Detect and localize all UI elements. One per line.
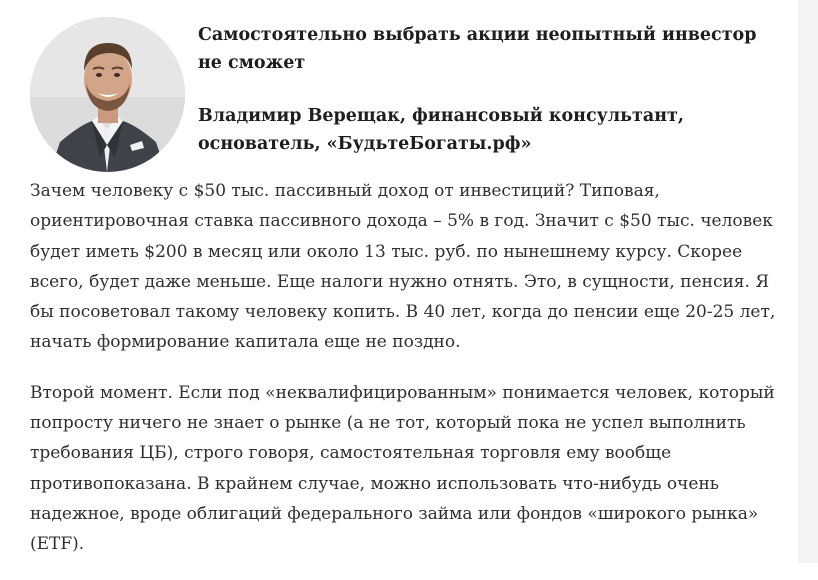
paragraph: Второй момент. Если под «неквалифицированным» понимается человек, который попросту ничего не знает о рынке (а не тот, который пока не успел выполнить требования ЦБ), строго говоря, самостоятельная торговля ему вообще противопоказана. В крайнем случае, можно использовать что-нибудь очень надежное, вроде облигаций федерального займа или фондов «широкого рынка» (ETF). (30, 382, 775, 555)
expert-quote-header (30, 0, 782, 180)
article (30, 0, 782, 555)
article-body (30, 176, 782, 580)
quote-headline: Самостоятельно выбрать акции неопытный инвестор не сможет (198, 25, 757, 73)
expert-portrait-image (30, 17, 185, 172)
expert-avatar (30, 17, 185, 172)
quote-author: Владимир Верещак, финансовый консультант, основатель, «БудьтеБогаты.рф» (198, 106, 684, 154)
paragraph: Зачем человеку с $50 тыс. пассивный доход от инвестиций? Типовая, ориентировочная ставка пассивного дохода – 5% в год. Значит с $50 тыс. человек будет иметь $200 в месяц или около 13 тыс. руб. по нынешнему курсу. Скорее всего, будет даже меньше. Еще налоги нужно отнять. Это, в сущности, пенсия. Я бы посоветовал такому человеку копить. В 40 лет, когда до пенсии еще 20-25 лет, начать формирование капитала еще не поздно. (30, 181, 776, 353)
scrollbar-track[interactable] (798, 0, 818, 563)
